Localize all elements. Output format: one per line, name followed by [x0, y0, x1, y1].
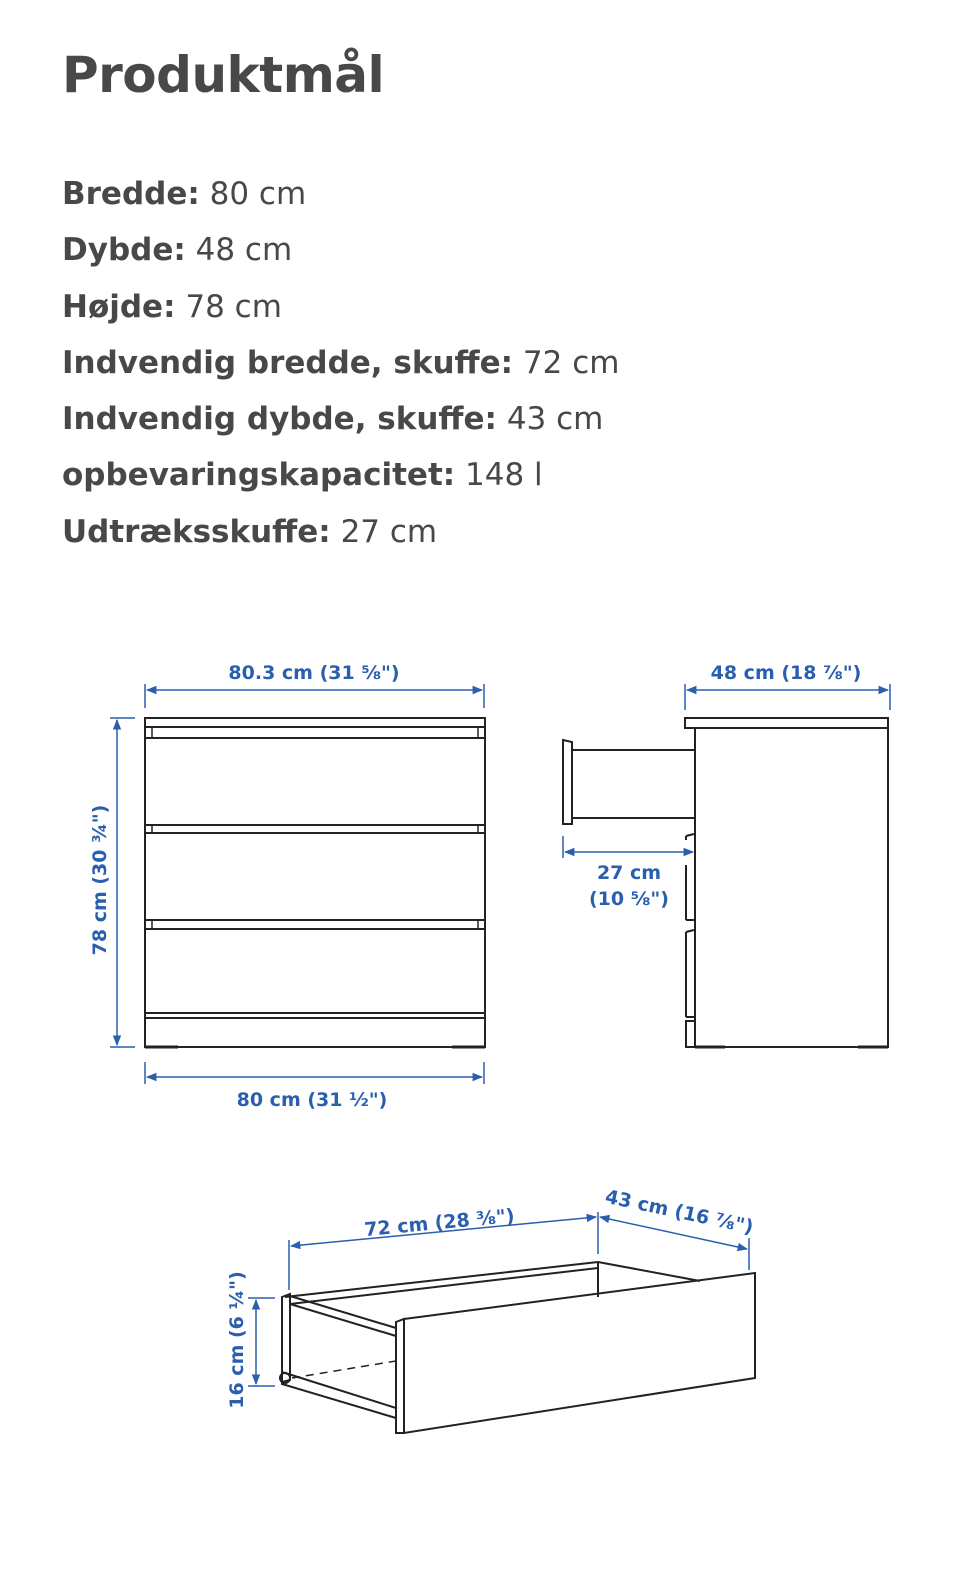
- spec-label: Højde:: [62, 288, 176, 325]
- page-title: Produktmål: [62, 46, 385, 104]
- spec-label: Udtræksskuffe:: [62, 513, 331, 550]
- spec-value: 27 cm: [340, 513, 438, 550]
- spec-label: Indvendig bredde, skuffe:: [62, 344, 514, 381]
- spec-label: Dybde:: [62, 232, 186, 269]
- spec-label: opbevaringskapacitet:: [62, 457, 456, 494]
- spec-label: Bredde:: [62, 176, 200, 212]
- spec-value: 78 cm: [185, 288, 282, 325]
- front-top-width-label: 80.3 cm (31 ⅝"): [228, 662, 400, 684]
- drawer-drawing: [280, 1262, 755, 1433]
- spec-value: 80 cm: [209, 176, 307, 212]
- side-depth-label: 48 cm (18 ⅞"): [710, 662, 862, 684]
- drawer-width-label: 72 cm (28 ⅜"): [363, 1204, 516, 1242]
- front-height-label: 78 cm (30 ¾"): [89, 804, 111, 956]
- spec-value: 148 l: [465, 457, 543, 494]
- spec-label: Indvendig dybde, skuffe:: [62, 401, 497, 438]
- spec-value: 48 cm: [195, 232, 293, 269]
- front-view-drawing: [145, 718, 485, 1047]
- spec-value: 43 cm: [506, 401, 604, 438]
- front-bottom-width-label: 80 cm (31 ½"): [236, 1089, 388, 1111]
- front-view-dimensions: [110, 684, 484, 1084]
- drawer-depth-label: 43 cm (16 ⅞"): [603, 1185, 756, 1239]
- side-view-dimensions: [563, 684, 890, 858]
- side-extension-label-line1: 27 cm: [596, 862, 662, 884]
- drawer-height-label: 16 cm (6 ¼"): [226, 1271, 248, 1409]
- spec-value: 72 cm: [522, 344, 620, 381]
- drawer-dimensions: [248, 1212, 749, 1386]
- side-extension-label-line2: (10 ⅝"): [589, 888, 669, 910]
